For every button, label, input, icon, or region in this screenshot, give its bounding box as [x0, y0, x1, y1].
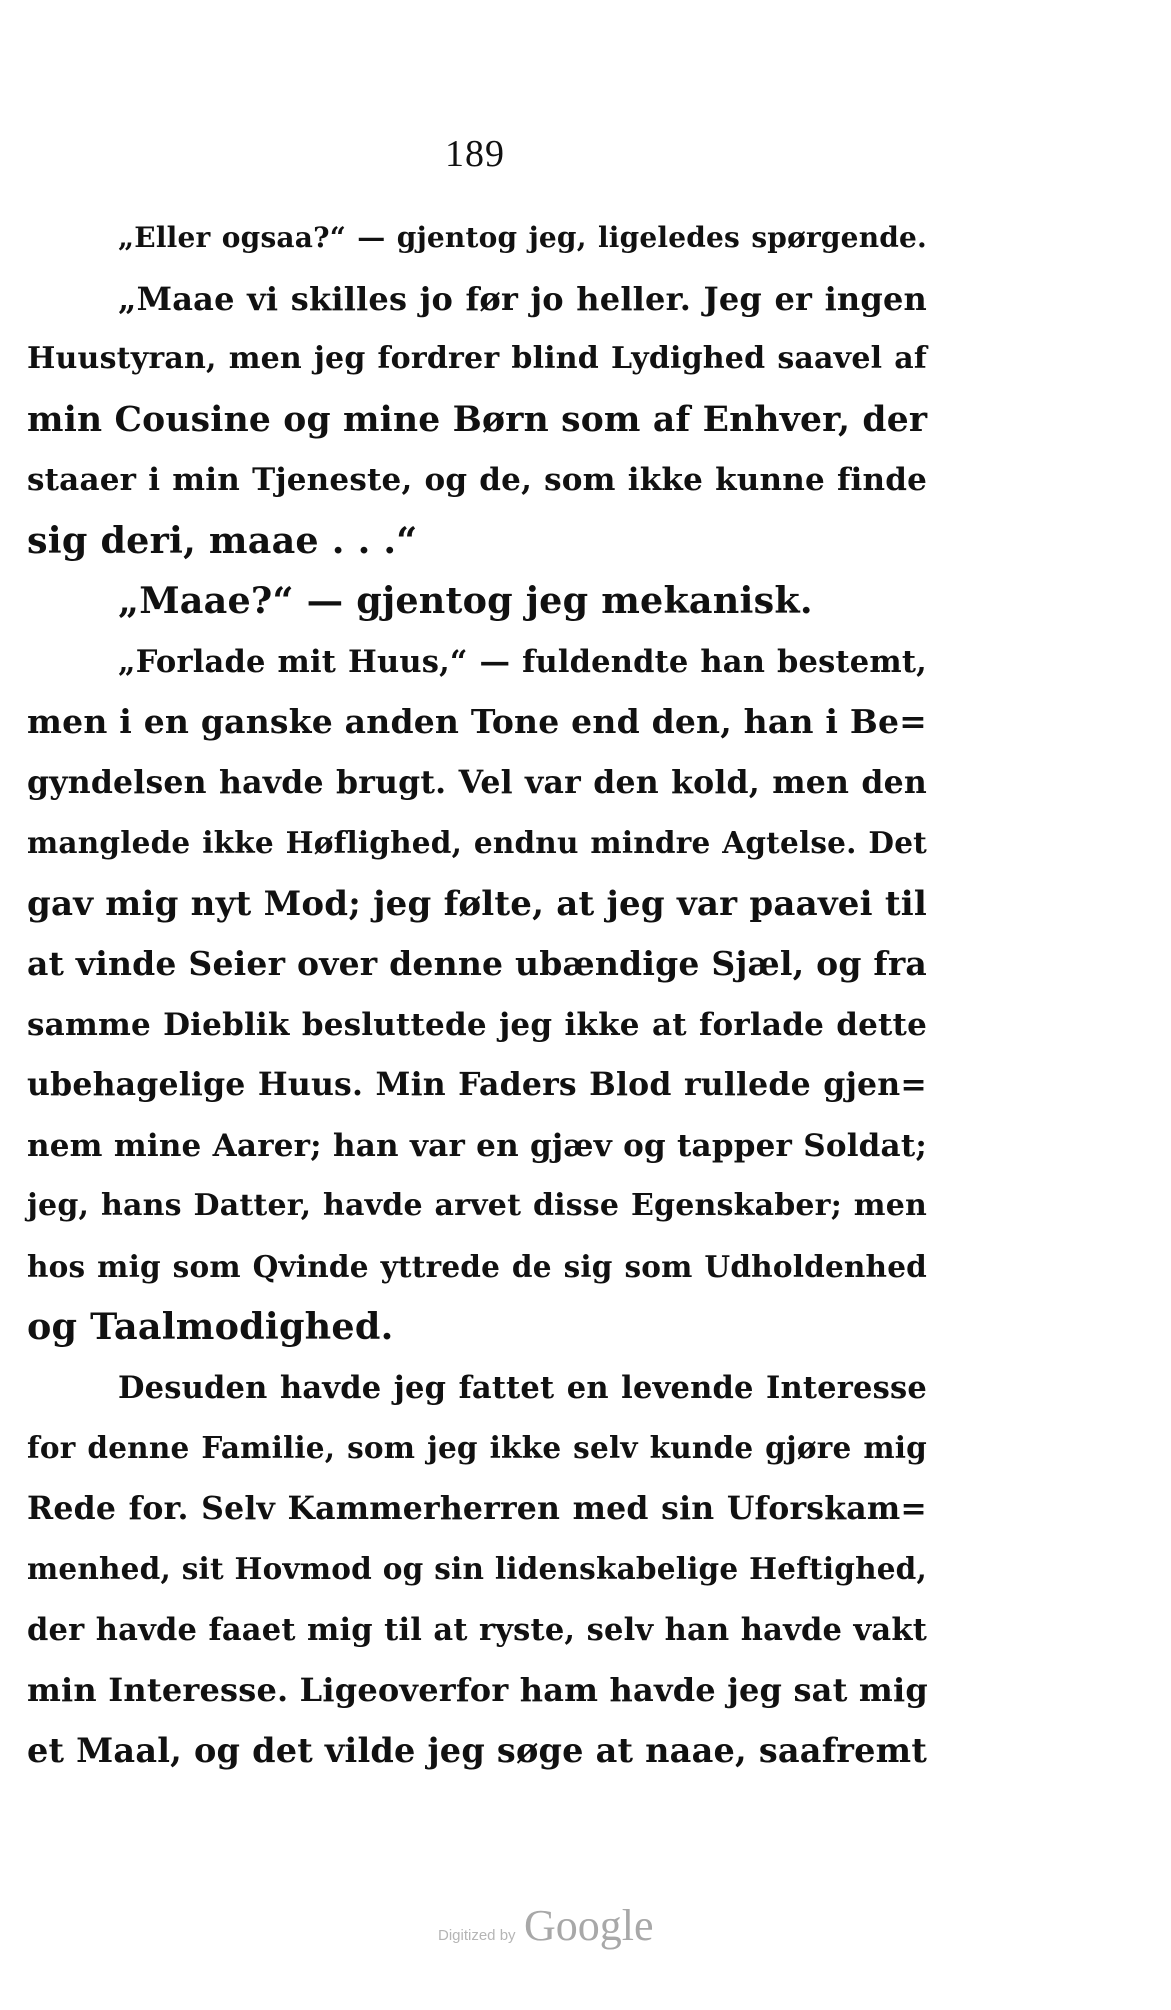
google-logo: Google [524, 1901, 654, 1950]
text-line: samme Dieblik besluttede jeg ikke at forlade dette [27, 1006, 927, 1043]
text-line: gyndelsen havde brugt. Vel var den kold, men den [27, 763, 927, 801]
text-line: nem mine Aarer; han var en gjæv og tapper Soldat; [27, 1127, 927, 1164]
text-line: hos mig som Qvinde yttrede de sig som Udholdenhed [27, 1248, 927, 1284]
text-line: og Taalmodighed. [27, 1305, 394, 1348]
text-line: staaer i min Tjeneste, og de, som ikke kunne finde [27, 462, 927, 498]
text-line: Rede for. Selv Kammerherren med sin Uforskam= [27, 1489, 927, 1527]
text-line: et Maal, og det vilde jeg søge at naae, saafremt [27, 1730, 927, 1770]
text-line: Desuden havde jeg fattet en levende Interesse [118, 1369, 927, 1406]
text-line: for denne Familie, som jeg ikke selv kunde gjøre mig [27, 1430, 927, 1465]
text-line: min Cousine og mine Børn som af Enhver, der [27, 399, 928, 440]
text-line: menhed, sit Hovmod og sin lidenskabelige Heftighed, [27, 1551, 927, 1586]
text-line: men i en ganske anden Tone end den, han i Be= [27, 702, 927, 741]
text-line: sig deri, maae . . .“ [27, 518, 418, 562]
text-line: at vinde Seier over denne ubændige Sjæl, og fra [27, 944, 927, 983]
text-line: min Interesse. Ligeoverfor ham havde jeg sat mig [27, 1671, 928, 1709]
text-line: jeg, hans Datter, havde arvet disse Egenskaber; men [27, 1188, 927, 1223]
text-line: ubehagelige Huus. Min Faders Blod rullede gjen= [27, 1066, 927, 1103]
text-line: der havde faaet mig til at ryste, selv han havde vakt [27, 1611, 927, 1648]
text-line: Huustyran, men jeg fordrer blind Lydighed saavel af [27, 341, 927, 376]
text-line: „Forlade mit Huus,“ — fuldendte han bestemt, [118, 643, 927, 680]
text-line: manglede ikke Høflighed, endnu mindre Agtelse. Det [27, 825, 927, 860]
text-line: „Maae?“ — gjentog jeg mekanisk. [118, 579, 813, 622]
digitization-watermark [438, 1900, 654, 1951]
text-line: „Eller ogsaa?“ — gjentog jeg, ligeledes spørgende. [118, 221, 927, 254]
text-line: gav mig nyt Mod; jeg følte, at jeg var paavei til [27, 883, 927, 924]
body-text [27, 208, 927, 1781]
page-number: 189 [445, 133, 505, 175]
digitized-by-label: Digitized by [438, 1927, 516, 1944]
text-line: „Maae vi skilles jo før jo heller. Jeg er ingen [118, 279, 927, 318]
